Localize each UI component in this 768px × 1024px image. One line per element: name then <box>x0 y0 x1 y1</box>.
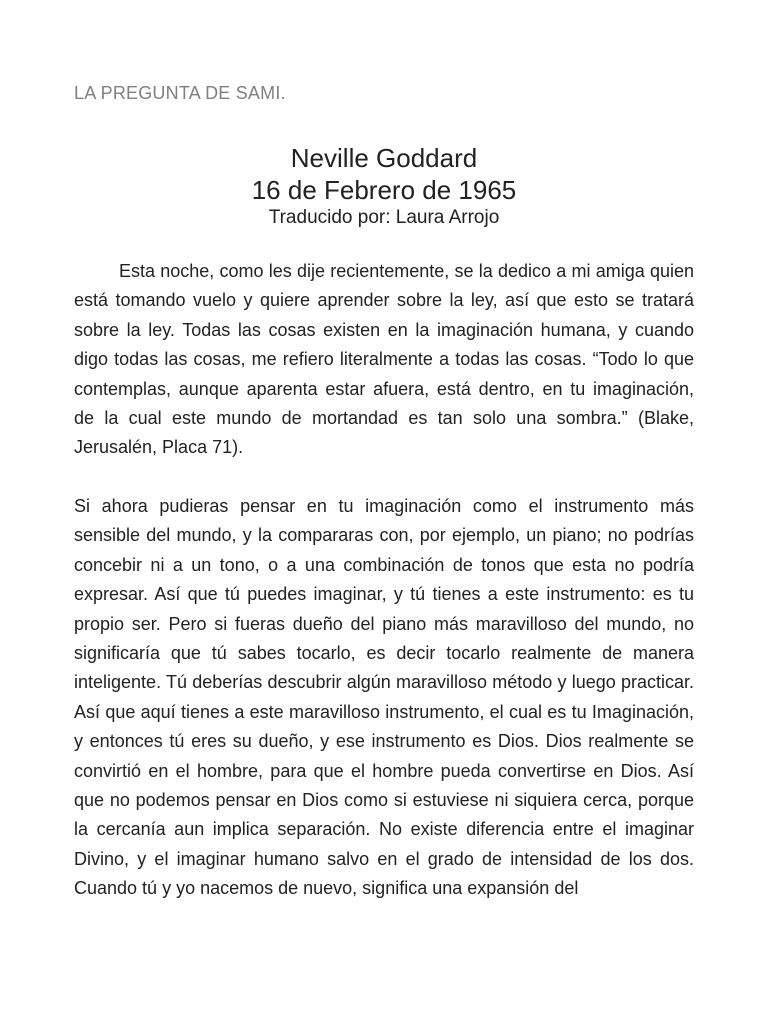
paragraph-1 <box>74 257 694 463</box>
series-title: LA PREGUNTA DE SAMI. <box>74 83 286 103</box>
lecture-date: 16 de Febrero de 1965 <box>251 175 517 205</box>
paragraph-2 <box>74 492 694 904</box>
paragraph-text: Si ahora pudieras pensar en tu imaginación como el instrumento más sensible del mundo, y la compararas con, por ejemplo, un piano; no podrías concebir ni a un tono, o a una combinación de tonos que esta no podría expresar. Así que tú puedes imaginar, y tú tienes a este instrumento: es tu propio ser. Pero si fueras dueño del piano más maravilloso del mundo, no significaría que tú sabes tocarlo, es decir tocarlo realmente de manera inteligente. Tú deberías descubrir algún maravilloso método y luego practicar. Así que aquí tienes a este maravilloso instrumento, el cual es tu Imaginación, y entonces tú eres su dueño, y ese instrumento es Dios. Dios realmente se convirtió en el hombre, para que el hombre pueda convertirse en Dios. Así que no podemos pensar en Dios como si estuviese ni siquiera cerca, porque la cercanía aun implica separación. No existe diferencia entre el imaginar Divino, y el imaginar humano salvo en el grado de intensidad de los dos. Cuando tú y yo nacemos de nuevo, significa una expansión del <box>74 496 694 899</box>
author-name: Neville Goddard <box>290 143 478 173</box>
paragraph-text: Esta noche, como les dije recientemente, se la dedico a mi amiga quien está tomando vuelo y quiere aprender sobre la ley, así que esto se tratará sobre la ley. Todas las cosas existen en la imaginación humana, y cuando digo todas las cosas, me refiero literalmente a todas las cosas. “Todo lo que contemplas, aunque aparenta estar afuera, está dentro, en tu imaginación, de la cual este mundo de mortandad es tan solo una sombra.” (Blake, Jerusalén, Placa 71). <box>74 261 694 458</box>
translator-credit: Traducido por: Laura Arrojo <box>268 207 500 228</box>
document-header <box>0 142 768 230</box>
